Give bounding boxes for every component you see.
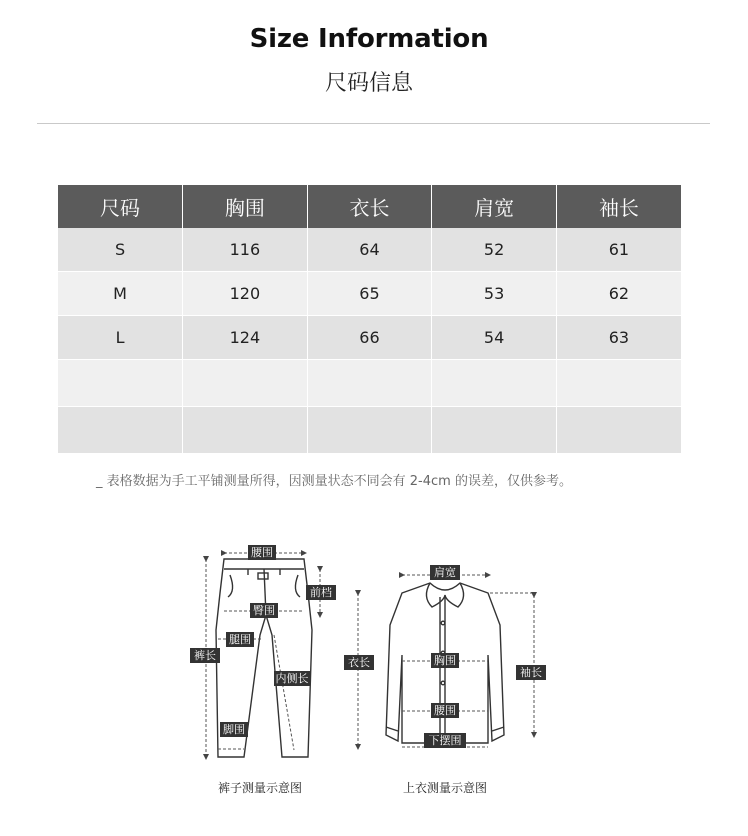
svg-text:肩宽: 肩宽 [434, 566, 456, 579]
svg-text:前档: 前档 [310, 586, 332, 599]
table-cell: 66 [307, 316, 432, 360]
column-header-sleeve: 袖长 [556, 185, 681, 228]
svg-text:腰围: 腰围 [434, 704, 456, 717]
table-cell [183, 360, 308, 407]
table-row [58, 407, 681, 454]
table-row [58, 228, 681, 272]
table-cell: M [58, 272, 183, 316]
pants-label-hip [250, 603, 278, 618]
table-cell: 65 [307, 272, 432, 316]
table-cell [183, 407, 308, 454]
table-cell [307, 360, 432, 407]
top-label-length [344, 655, 374, 670]
top-label-sleeve [516, 665, 546, 680]
table-cell [58, 360, 183, 407]
column-header-length: 衣长 [307, 185, 432, 228]
svg-text:腰围: 腰围 [251, 546, 273, 559]
page-subtitle: 尺码信息 [324, 71, 413, 96]
svg-text:腿围: 腿围 [229, 633, 251, 646]
pants-label-leg-opening [220, 722, 248, 737]
table-cell [432, 407, 557, 454]
column-header-size: 尺码 [58, 185, 183, 228]
table-cell: L [58, 316, 183, 360]
svg-text:内侧长: 内侧长 [275, 672, 309, 685]
svg-text:臀围: 臀围 [253, 604, 275, 617]
table-cell [556, 360, 681, 407]
table-cell: S [58, 228, 183, 272]
table-cell: 116 [183, 228, 308, 272]
table-row [58, 360, 681, 407]
pants-label-length [190, 648, 220, 663]
table-cell: 63 [556, 316, 681, 360]
table-cell: 62 [556, 272, 681, 316]
svg-text:袖长: 袖长 [520, 666, 542, 679]
column-header-shoulder: 肩宽 [432, 185, 557, 228]
measurement-note: _ 表格数据为手工平铺测量所得，因测量状态不同会有 2-4cm 的误差，仅供参考。 [96, 474, 572, 489]
page-title: Size Information [249, 24, 489, 54]
svg-text:裤长: 裤长 [194, 649, 216, 662]
column-header-chest: 胸围 [183, 185, 308, 228]
pants-label-inseam [274, 671, 310, 686]
top-diagram-caption: 上衣测量示意图 [403, 781, 488, 795]
table-cell: 53 [432, 272, 557, 316]
table-cell [58, 407, 183, 454]
table-cell: 61 [556, 228, 681, 272]
pants-diagram [176, 535, 346, 767]
table-cell: 52 [432, 228, 557, 272]
table-cell: 54 [432, 316, 557, 360]
pants-label-waist [248, 545, 276, 560]
svg-text:脚围: 脚围 [223, 723, 245, 736]
table-cell [307, 407, 432, 454]
pants-label-thigh [226, 632, 254, 647]
size-table [58, 185, 681, 454]
table-row [58, 316, 681, 360]
top-label-shoulder [430, 565, 460, 580]
svg-text:胸围: 胸围 [434, 654, 456, 667]
table-header-row [58, 185, 681, 228]
top-label-chest [431, 653, 459, 668]
top-diagram [340, 535, 550, 767]
top-label-waist [431, 703, 459, 718]
table-cell [556, 407, 681, 454]
table-cell: 124 [183, 316, 308, 360]
pants-diagram-caption: 裤子测量示意图 [218, 781, 303, 795]
top-label-hem [424, 733, 466, 748]
pants-label-front-rise [306, 585, 336, 600]
svg-text:下摆围: 下摆围 [428, 734, 462, 747]
divider [37, 123, 710, 124]
svg-text:衣长: 衣长 [348, 656, 370, 669]
table-cell: 64 [307, 228, 432, 272]
table-cell [432, 360, 557, 407]
table-cell: 120 [183, 272, 308, 316]
table-row [58, 272, 681, 316]
